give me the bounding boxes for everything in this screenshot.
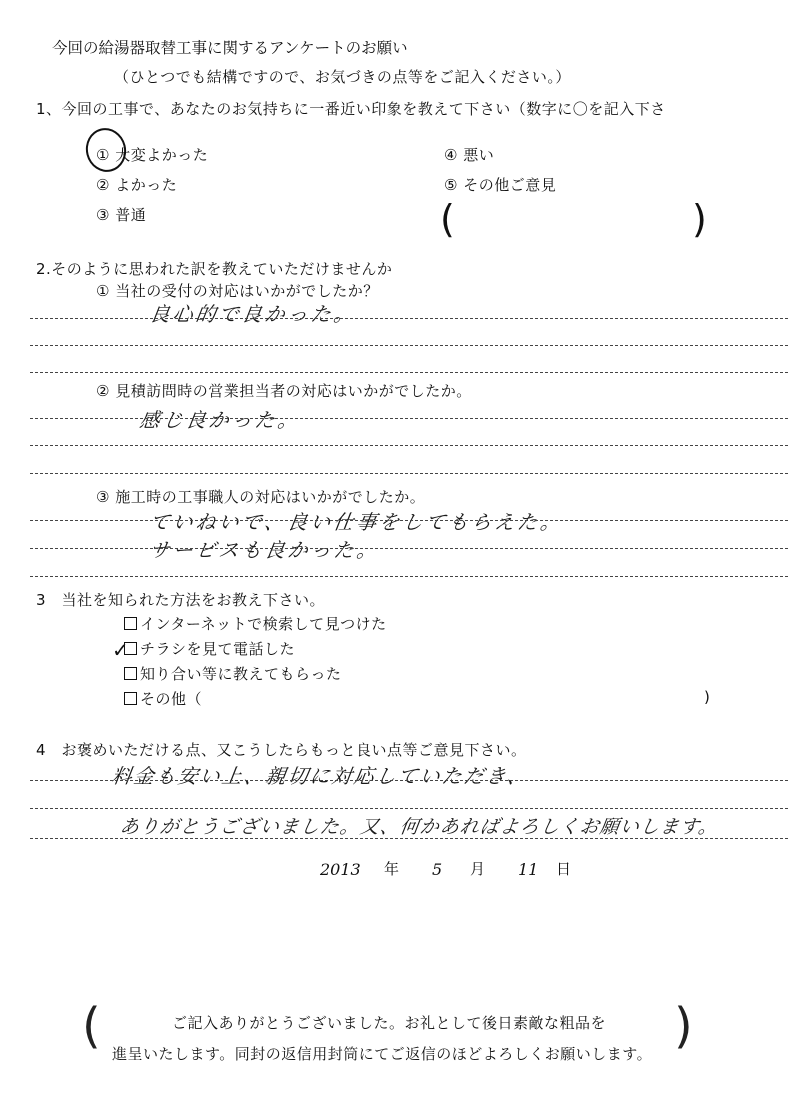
page-subtitle: （ひとつでも結構ですので、お気づきの点等をご記入ください。） xyxy=(114,68,571,86)
answer-line xyxy=(30,445,788,446)
q2-question: 2.そのように思われた訳を教えていただけませんか xyxy=(36,260,393,278)
answer-line xyxy=(30,780,788,781)
q1-paren-close: ) xyxy=(692,197,707,241)
footer-line-2: 進呈いたします。同封の返信用封筒にてご返信のほどよろしくお願いします。 xyxy=(112,1045,653,1063)
q1-option-3[interactable]: ③ 普通 xyxy=(96,206,147,224)
q4-answer-1[interactable]: 料金も安い上、親切に対応していただき、 xyxy=(110,764,531,788)
q3-option-4[interactable]: その他（ xyxy=(124,688,202,709)
q3-option-2[interactable]: チラシを見て電話した xyxy=(124,638,295,659)
q2-answer-3b[interactable]: サービスも良かった。 xyxy=(148,538,382,562)
q4-answer-2[interactable]: ありがとうございました。又、何かあればよろしくお願いします。 xyxy=(118,816,720,838)
q1-option-4[interactable]: ④ 悪い xyxy=(444,146,495,164)
q2-answer-2[interactable]: 感じ良かった。 xyxy=(138,408,303,432)
q1-paren-open: ( xyxy=(440,197,455,241)
q2-sub2: ② 見積訪問時の営業担当者の対応はいかがでしたか。 xyxy=(96,382,472,400)
q1-option-5[interactable]: ⑤ その他ご意見 xyxy=(444,176,557,194)
answer-line xyxy=(30,372,788,373)
answer-line xyxy=(30,576,788,577)
footer-line-1: ご記入ありがとうございました。お礼として後日素敵な粗品を xyxy=(172,1014,607,1032)
answer-line xyxy=(30,345,788,346)
q3-option-1[interactable]: インターネットで検索して見つけた xyxy=(124,613,387,634)
date-month-label: 月 xyxy=(470,860,486,878)
q1-option-2[interactable]: ② よかった xyxy=(96,176,178,194)
answer-line xyxy=(30,473,788,474)
date-year[interactable]: 2013 xyxy=(320,860,361,879)
checkbox-icon[interactable] xyxy=(124,642,137,655)
answer-line xyxy=(30,548,788,549)
q2-sub3: ③ 施工時の工事職人の対応はいかがでしたか。 xyxy=(96,488,426,506)
date-day[interactable]: 11 xyxy=(518,860,539,879)
answer-line xyxy=(30,318,788,319)
answer-line xyxy=(30,838,788,839)
q3-option-3[interactable]: 知り合い等に教えてもらった xyxy=(124,663,342,684)
checkbox-icon[interactable] xyxy=(124,667,137,680)
q2-answer-1[interactable]: 良心的で良かった。 xyxy=(148,302,359,326)
q2-answer-3a[interactable]: ていねいで、良い仕事をしてもらえた。 xyxy=(148,510,566,534)
date-month[interactable]: 5 xyxy=(432,860,443,879)
footer-paren-close: ) xyxy=(674,998,693,1054)
q4-question: 4 お褒めいただける点、又こうしたらもっと良い点等ご意見下さい。 xyxy=(36,741,527,759)
footer-paren-open: ( xyxy=(82,998,101,1054)
date-year-label: 年 xyxy=(384,860,400,878)
q1-option-1[interactable]: ① 大変よかった xyxy=(96,146,209,164)
date-day-label: 日 xyxy=(556,860,572,878)
page-title: 今回の給湯器取替工事に関するアンケートのお願い xyxy=(52,39,408,57)
q2-sub1: ① 当社の受付の対応はいかがでしたか？ xyxy=(96,282,379,300)
answer-line xyxy=(30,418,788,419)
checkbox-icon[interactable] xyxy=(124,692,137,705)
checkbox-icon[interactable] xyxy=(124,617,137,630)
q3-question: 3 当社を知られた方法をお教え下さい。 xyxy=(36,591,326,609)
answer-line xyxy=(30,808,788,809)
answer-line xyxy=(30,520,788,521)
check-mark-icon: ✓ xyxy=(112,638,129,662)
q3-close-paren: ) xyxy=(704,688,711,706)
q1-question: 1、今回の工事で、あなたのお気持ちに一番近い印象を教えて下さい（数字に〇を記入下さ xyxy=(36,100,666,118)
